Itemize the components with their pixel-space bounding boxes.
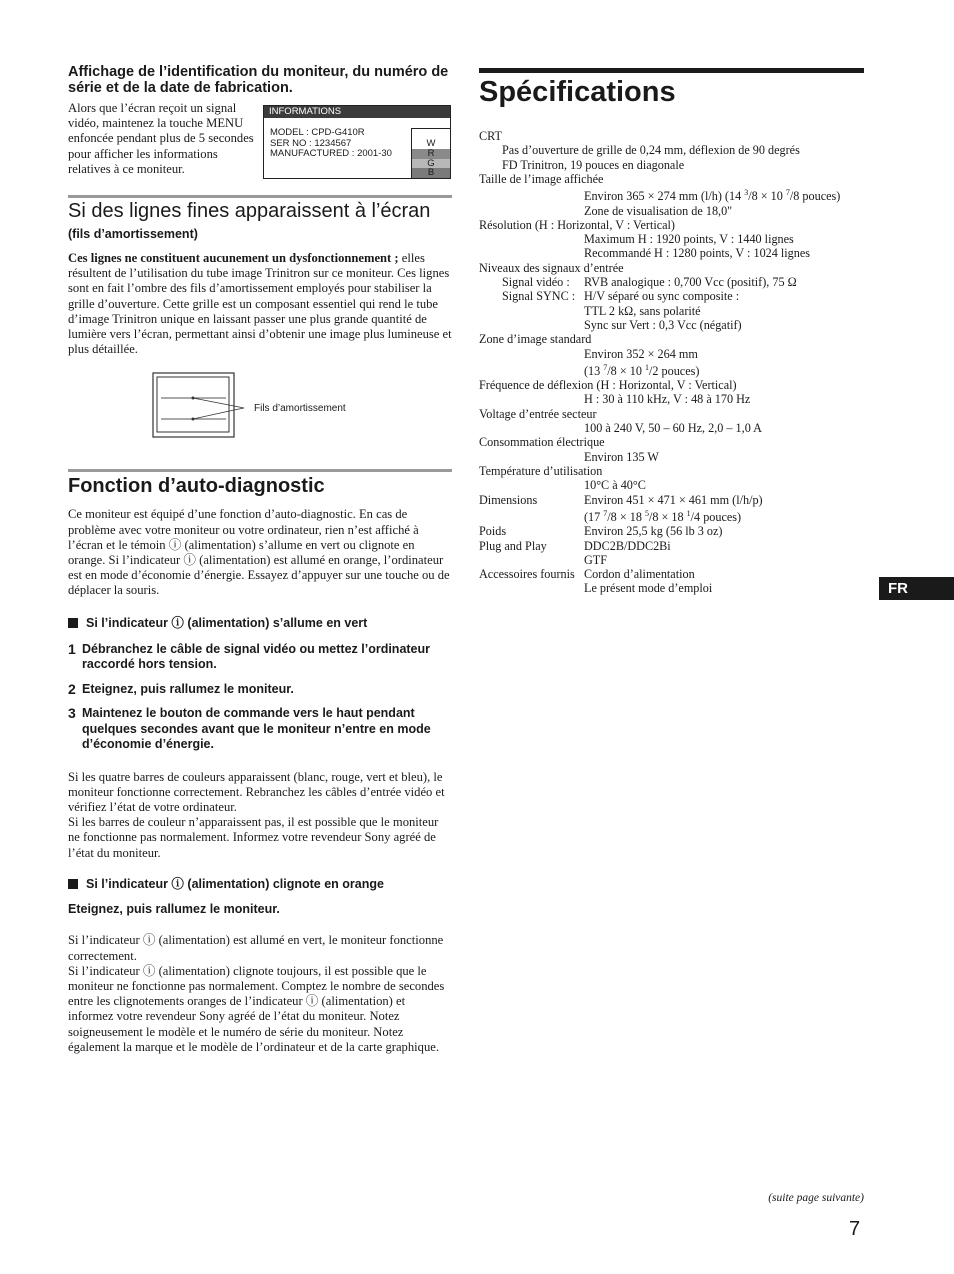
spec-dim-label: Dimensions	[479, 492, 538, 507]
diag-sub2	[68, 877, 452, 892]
diag-para4: Si l’indicateur ⓘ (alimentation) clignote toujours, il est possible que le moniteur ne fonctionne pas normalement. Comptez le nombre de secondes entre les clignotements oranges de l’indicateur ⓘ (alimentation) et informez votre revendeur Sony agréé de l’état du moniteur. Notez soigneusement le modèle et le numéro de série du moniteur. Notez également la marque et le modèle de l’ordinateur et de la carte graphique.	[68, 963, 445, 1054]
sub2-step-text: Eteignez, puis rallumez le moniteur.	[68, 901, 280, 916]
spec-std-area-label: Zone d’image standard	[479, 332, 592, 347]
spec-acc-2: Le présent mode d’emploi	[584, 581, 713, 596]
step-1-number: 1	[68, 640, 76, 657]
diag-intro: Ce moniteur est équipé d’une fonction d’auto-diagnostic. En cas de problème avec votre moniteur ou votre ordinateur, rien n’est affiché à l’écran et le témoin ⓘ (alimentation) s’allume en vert ou clignote en orange. Si l’indicateur ⓘ (alimentation) est allumé en orange, l’ordinateur est en mode d’économie d’énergie. Essayez d’appuyer sur une touche ou de déplacer la souris.	[68, 507, 450, 598]
information-menu-box	[263, 105, 451, 179]
diag-sub1	[68, 616, 452, 631]
lines-heading-small: (fils d’amortissement)	[68, 227, 198, 241]
diag-section	[68, 469, 452, 1055]
right-column	[479, 68, 864, 596]
frag: 5	[644, 508, 649, 518]
spec-std-area-2	[479, 361, 864, 378]
lines-heading-text: Si des lignes fines apparaissent à l’écran	[68, 200, 431, 222]
spec-title-rule	[479, 68, 864, 73]
spec-resolution-1: Maximum H : 1920 points, V : 1440 lignes	[584, 232, 794, 247]
lines-body: elles résultent de l’utilisation du tube image Trinitron sur ce moniteur. Ces lignes sont en fait l’ombre des fils d’amortissement employés pour stabiliser la grille d’ouverture. Cette grille est un composant essentiel qui rend le tube d’image Trinitron unique en laissant passer une plus grande quantité de lumière vers l’écran, permettant ainsi d’obtenir une image plus lumineuse et plus détaillée.	[68, 251, 452, 357]
step-1	[68, 642, 452, 673]
spec-freq-label: Fréquence de déflexion (H : Horizontal, V : Vertical)	[479, 378, 737, 393]
spec-temp-value: 10°C à 40°C	[584, 478, 646, 493]
color-bar-blue: B	[412, 168, 450, 178]
spec-input-label: Niveaux des signaux d’entrée	[479, 260, 624, 275]
frag: /2 pouces)	[648, 363, 700, 378]
spec-image-size-label: Taille de l’image affichée	[479, 171, 604, 186]
damper-wire-figure	[68, 357, 452, 465]
spec-weight-row	[479, 524, 864, 538]
info-box-lines	[270, 128, 392, 160]
spec-pnp-1: DDC2B/DDC2Bi	[584, 538, 671, 553]
sub2-step	[68, 902, 452, 918]
frag: /8 pouces)	[789, 189, 841, 204]
spec-acc-row	[479, 567, 864, 581]
frag: 1	[644, 362, 649, 372]
spec-crt-1: Pas d’ouverture de grille de 0,24 mm, déflexion de 90 degrés	[502, 143, 800, 158]
spec-video-value: RVB analogique : 0,700 Vcc (positif), 75 Ω	[584, 275, 797, 290]
spec-weight-label: Poids	[479, 524, 507, 539]
color-bar-green: G	[412, 159, 450, 169]
lines-bold-intro: Ces lignes ne constituent aucunement un dysfonctionnement ;	[68, 251, 399, 265]
color-bars	[411, 128, 450, 178]
spec-crt-2: FD Trinitron, 19 pouces en diagonale	[502, 157, 685, 172]
info-box-header: INFORMATIONS	[264, 106, 450, 118]
color-bar-white: W	[412, 139, 450, 149]
spec-power-value: Environ 135 W	[584, 449, 659, 464]
step-3	[68, 706, 452, 753]
spec-weight-value: Environ 25,5 kg (56 lb 3 oz)	[584, 524, 723, 539]
spec-video-label: Signal vidéo :	[502, 275, 570, 290]
spec-list	[479, 129, 864, 596]
id-section-text: Alors que l’écran reçoit un signal vidéo, maintenez la touche MENU enfoncée pendant plus de 5 secondes pour afficher les informations relatives à ce moniteur.	[68, 101, 254, 176]
diag-para3: Si l’indicateur ⓘ (alimentation) est allumé en vert, le moniteur fonctionne correctement.	[68, 933, 444, 963]
page-number: 7	[849, 1218, 861, 1240]
diag-section-heading: Fonction d’auto-diagnostic	[68, 475, 325, 498]
lines-section-text	[68, 251, 452, 357]
id-section-heading: Affichage de l’identification du moniteur, du numéro de série et de la date de fabrication.	[68, 64, 449, 96]
square-bullet-icon	[68, 618, 78, 628]
diag-para2: Si les barres de couleur n’apparaissent pas, il est possible que le moniteur ne fonctionne pas normalement. Informez votre revendeur Sony agréé de l’état du moniteur.	[68, 815, 439, 860]
spec-crt-label: CRT	[479, 129, 502, 143]
spec-image-size-2: Zone de visualisation de 18,0"	[584, 203, 733, 218]
step-2-text: Eteignez, puis rallumez le moniteur.	[82, 681, 294, 696]
spec-sync-3: Sync sur Vert : 0,3 Vcc (négatif)	[584, 317, 742, 332]
spec-pnp-label: Plug and Play	[479, 538, 547, 553]
figure-label: Fils d’amortissement	[254, 403, 346, 415]
spec-video-row	[479, 275, 864, 289]
frag: /8 × 18	[607, 509, 645, 524]
spec-dim-row	[479, 493, 864, 507]
step-1-text: Débranchez le câble de signal vidéo ou mettez l’ordinateur raccordé hors tension.	[82, 641, 431, 672]
frag: 7	[603, 508, 608, 518]
diag-sub1-text: Si l’indicateur ⓘ (alimentation) s’allume en vert	[86, 615, 368, 630]
diag-sub2-text: Si l’indicateur ⓘ (alimentation) clignote en orange	[86, 876, 384, 891]
spec-dim-1: Environ 451 × 471 × 461 mm (l/h/p)	[584, 492, 763, 507]
lines-section-heading	[68, 201, 452, 245]
frag: (13	[584, 363, 604, 378]
step-3-text: Maintenez le bouton de commande vers le haut pendant quelques secondes avant que le moniteur n’entre en mode d’économie d’énergie.	[82, 706, 431, 752]
spec-freq-value: H : 30 à 110 kHz, V : 48 à 170 Hz	[584, 392, 751, 407]
spec-sync-label: Signal SYNC :	[502, 289, 576, 304]
spec-acc-1: Cordon d’alimentation	[584, 567, 695, 582]
frag: 1	[686, 508, 691, 518]
frag: Environ 365 × 274 mm (l/h) (14	[584, 189, 745, 204]
square-bullet-icon	[68, 879, 78, 889]
continued-note: (suite page suivante)	[768, 1192, 864, 1204]
step-2-number: 2	[68, 680, 76, 697]
spec-title: Spécifications	[479, 76, 676, 108]
spec-pnp-row	[479, 539, 864, 553]
info-serial: SER NO : 1234567	[270, 137, 352, 149]
lines-section	[68, 195, 452, 465]
spec-sync-2: TTL 2 kΩ, sans polarité	[584, 303, 701, 318]
spec-voltage-label: Voltage d’entrée secteur	[479, 406, 597, 421]
language-tab: FR	[879, 577, 954, 600]
id-section-row	[68, 101, 452, 179]
frag: (17	[584, 509, 604, 524]
spec-acc-label: Accessoires fournis	[479, 567, 575, 582]
frag: 7	[603, 362, 608, 372]
spec-std-area-1: Environ 352 × 264 mm	[584, 346, 698, 361]
step-3-number: 3	[68, 705, 76, 722]
spec-sync-1: H/V séparé ou sync composite :	[584, 289, 740, 304]
spec-sync-row	[479, 289, 864, 303]
step-2	[68, 682, 452, 698]
info-manufactured: MANUFACTURED : 2001-30	[270, 148, 392, 159]
info-model: MODEL : CPD-G410R	[270, 127, 365, 138]
frag: 7	[785, 188, 790, 198]
diag-para1: Si les quatre barres de couleurs apparaissent (blanc, rouge, vert et bleu), le moniteur fonctionne correctement. Rebranchez les câbles d’entrée vidéo et vérifiez l’état de votre ordinateur.	[68, 769, 445, 815]
spec-dim-2	[479, 507, 864, 524]
frag: 3	[744, 188, 749, 198]
frag: /8 × 10	[607, 363, 645, 378]
spec-temp-label: Température d’utilisation	[479, 463, 603, 478]
spec-pnp-2: GTF	[584, 552, 608, 567]
left-column	[68, 64, 452, 1055]
color-bar-red: R	[412, 149, 450, 159]
spec-power-label: Consommation électrique	[479, 435, 605, 450]
spec-resolution-2: Recommandé H : 1280 points, V : 1024 lignes	[584, 246, 811, 261]
spec-voltage-value: 100 à 240 V, 50 – 60 Hz, 2,0 – 1,0 A	[584, 421, 762, 436]
spec-resolution-label: Résolution (H : Horizontal, V : Vertical)	[479, 217, 675, 232]
frag: /4 pouces)	[690, 509, 742, 524]
frag: /8 × 18	[648, 509, 687, 524]
spec-image-size-1	[479, 186, 864, 203]
frag: /8 × 10	[748, 189, 786, 204]
